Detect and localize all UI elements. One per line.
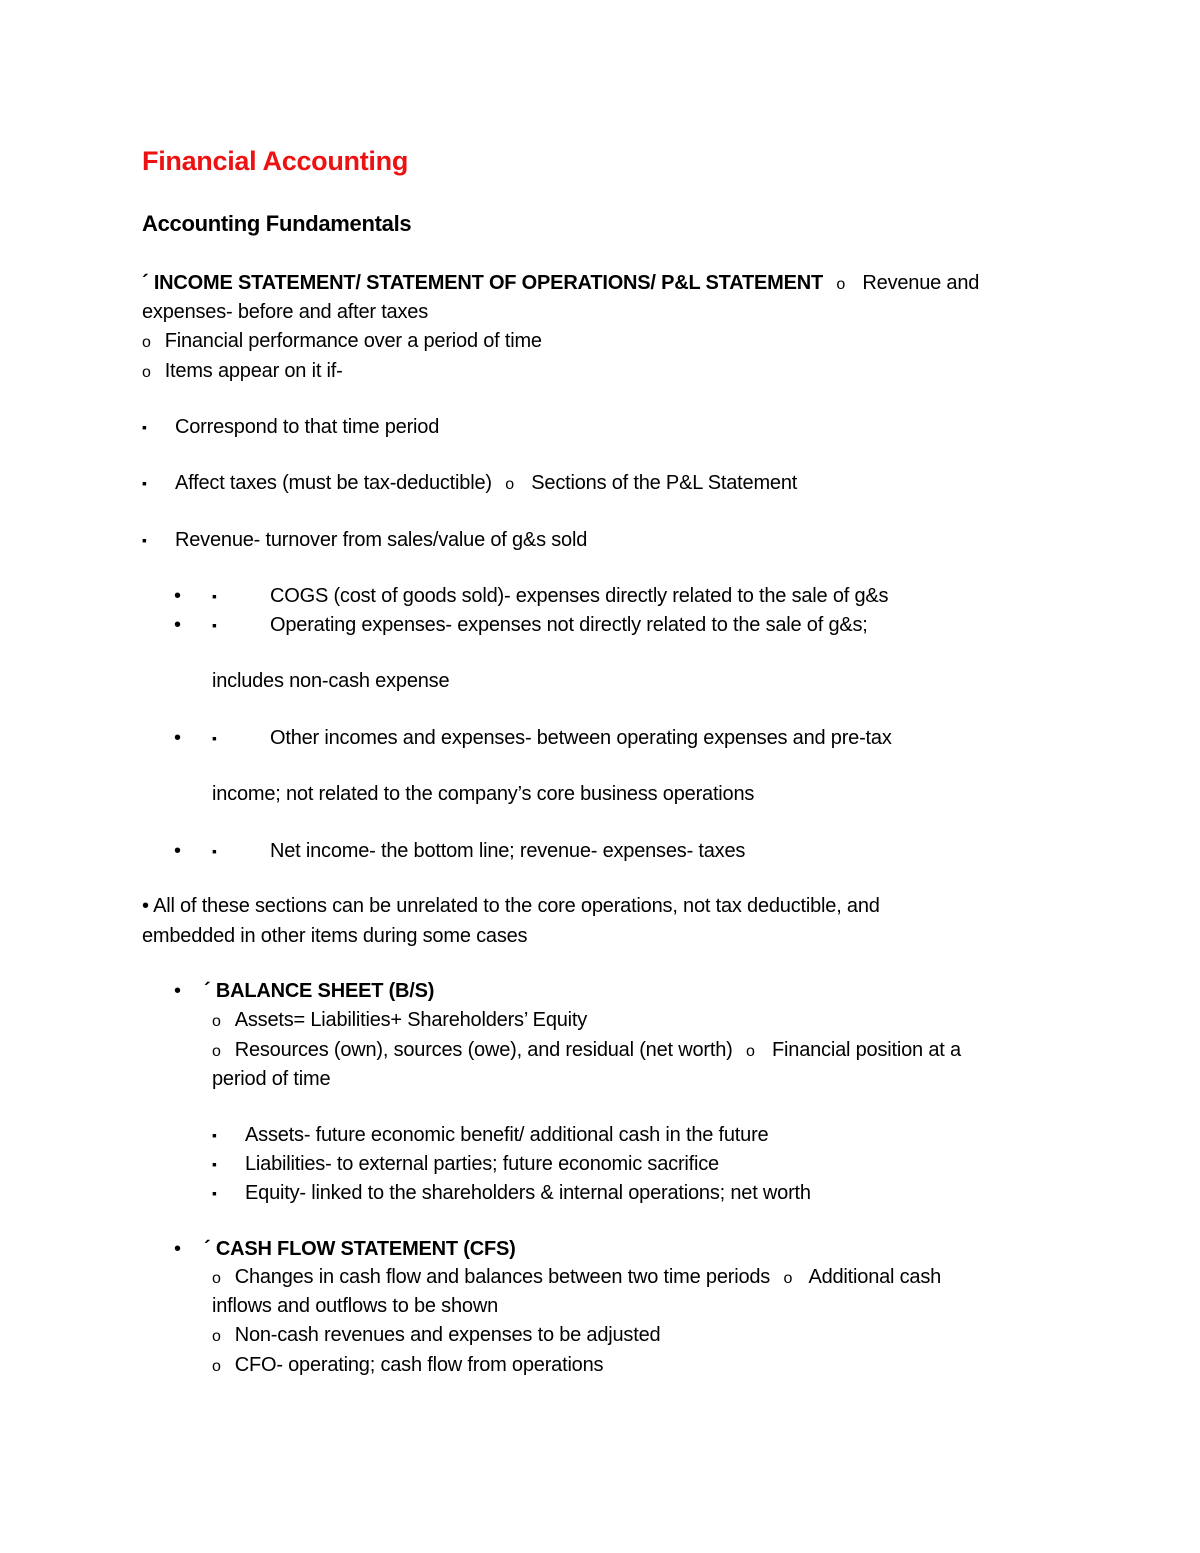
round-bullet: • <box>174 614 182 636</box>
balance-sheet-heading-line <box>204 976 434 1006</box>
tick-marker: ´ <box>204 980 211 1002</box>
square-bullet: ▪ <box>212 843 217 859</box>
balance-point1: o Assets= Liabilities+ Shareholders’ Equity <box>212 1005 587 1037</box>
square-bullet: ▪ <box>212 1185 217 1201</box>
square-bullet: ▪ <box>142 419 147 435</box>
balance-sheet-heading: BALANCE SHEET (B/S) <box>215 980 435 1002</box>
condition-2: Affect taxes (must be tax-deductible) <box>175 472 492 494</box>
round-bullet: • <box>174 1238 182 1260</box>
round-bullet: • <box>174 727 182 749</box>
income-point1-end: expenses- before and after taxes <box>142 301 429 323</box>
section-other-incomes-cont: income; not related to the company’s core business operations <box>212 783 755 805</box>
square-bullet: ▪ <box>142 532 147 548</box>
circle-bullet: o <box>212 1013 221 1030</box>
tick-marker: ´ <box>142 272 149 294</box>
document-title: Financial Accounting <box>142 146 409 176</box>
section-revenue: Revenue- turnover from sales/value of g&s sold <box>175 529 588 551</box>
section-other-incomes: Other incomes and expenses- between operating expenses and pre-tax <box>270 727 892 749</box>
balance-point3-start: Financial position at a <box>772 1039 961 1061</box>
income-point3: o Items appear on it if- <box>142 356 343 388</box>
circle-bullet: o <box>836 276 846 293</box>
square-bullet: ▪ <box>142 475 147 491</box>
circle-bullet: o <box>142 364 151 381</box>
section-operating-expenses-cont: includes non-cash expense <box>212 670 450 692</box>
cash-flow-heading-line <box>204 1234 516 1264</box>
circle-bullet: o <box>212 1358 221 1375</box>
balance-item-equity: Equity- linked to the shareholders & internal operations; net worth <box>245 1182 811 1204</box>
square-bullet: ▪ <box>212 588 217 604</box>
section-net-income: Net income- the bottom line; revenue- expenses- taxes <box>270 840 746 862</box>
income-point2: o Financial performance over a period of time <box>142 326 542 358</box>
balance-point3-end: period of time <box>212 1068 331 1090</box>
note-line-2: embedded in other items during some cases <box>142 925 528 947</box>
balance-item-liabilities: Liabilities- to external parties; future economic sacrifice <box>245 1153 719 1175</box>
square-bullet: ▪ <box>212 617 217 633</box>
section-cogs: COGS (cost of goods sold)- expenses directly related to the sale of g&s <box>270 585 889 607</box>
round-bullet: • <box>174 585 182 607</box>
cash-point2-end: inflows and outflows to be shown <box>212 1295 498 1317</box>
circle-bullet: o <box>505 476 514 493</box>
balance-point2: Resources (own), sources (owe), and residual (net worth) <box>234 1039 733 1061</box>
section-operating-expenses: Operating expenses- expenses not directly related to the sale of g&s; <box>270 614 868 636</box>
cash-point3: o Non-cash revenues and expenses to be adjusted <box>212 1320 660 1352</box>
income-statement-heading: INCOME STATEMENT/ STATEMENT OF OPERATIONS/ P&L STATEMENT <box>153 272 823 294</box>
cash-point2-start: Additional cash <box>808 1266 942 1288</box>
balance-item-assets: Assets- future economic benefit/ additional cash in the future <box>245 1124 769 1146</box>
section-subtitle: Accounting Fundamentals <box>142 211 412 236</box>
square-bullet: ▪ <box>212 730 217 746</box>
circle-bullet: o <box>212 1270 221 1287</box>
circle-bullet: o <box>212 1328 221 1345</box>
cash-flow-heading: CASH FLOW STATEMENT (CFS) <box>215 1238 516 1260</box>
tick-marker: ´ <box>204 1238 211 1260</box>
income-point4: Sections of the P&L Statement <box>531 472 798 494</box>
circle-bullet: o <box>142 334 151 351</box>
cash-point1: Changes in cash flow and balances between two time periods <box>234 1266 771 1288</box>
round-bullet: • <box>142 895 149 917</box>
circle-bullet: o <box>783 1270 793 1287</box>
income-point1-start: Revenue and <box>862 272 980 294</box>
cash-point4: o CFO- operating; cash flow from operations <box>212 1350 603 1382</box>
note-line-1: • All of these sections can be unrelated to the core operations, not tax deductible, and <box>142 895 880 917</box>
condition-1: Correspond to that time period <box>175 416 440 438</box>
circle-bullet: o <box>212 1043 221 1060</box>
condition-2-line <box>175 468 797 500</box>
square-bullet: ▪ <box>212 1156 217 1172</box>
balance-point2-line <box>212 1035 961 1067</box>
round-bullet: • <box>174 840 182 862</box>
circle-bullet: o <box>745 1043 755 1060</box>
income-statement-heading-line <box>142 268 979 300</box>
square-bullet: ▪ <box>212 1127 217 1143</box>
cash-point1-line <box>212 1262 941 1294</box>
round-bullet: • <box>174 980 182 1002</box>
